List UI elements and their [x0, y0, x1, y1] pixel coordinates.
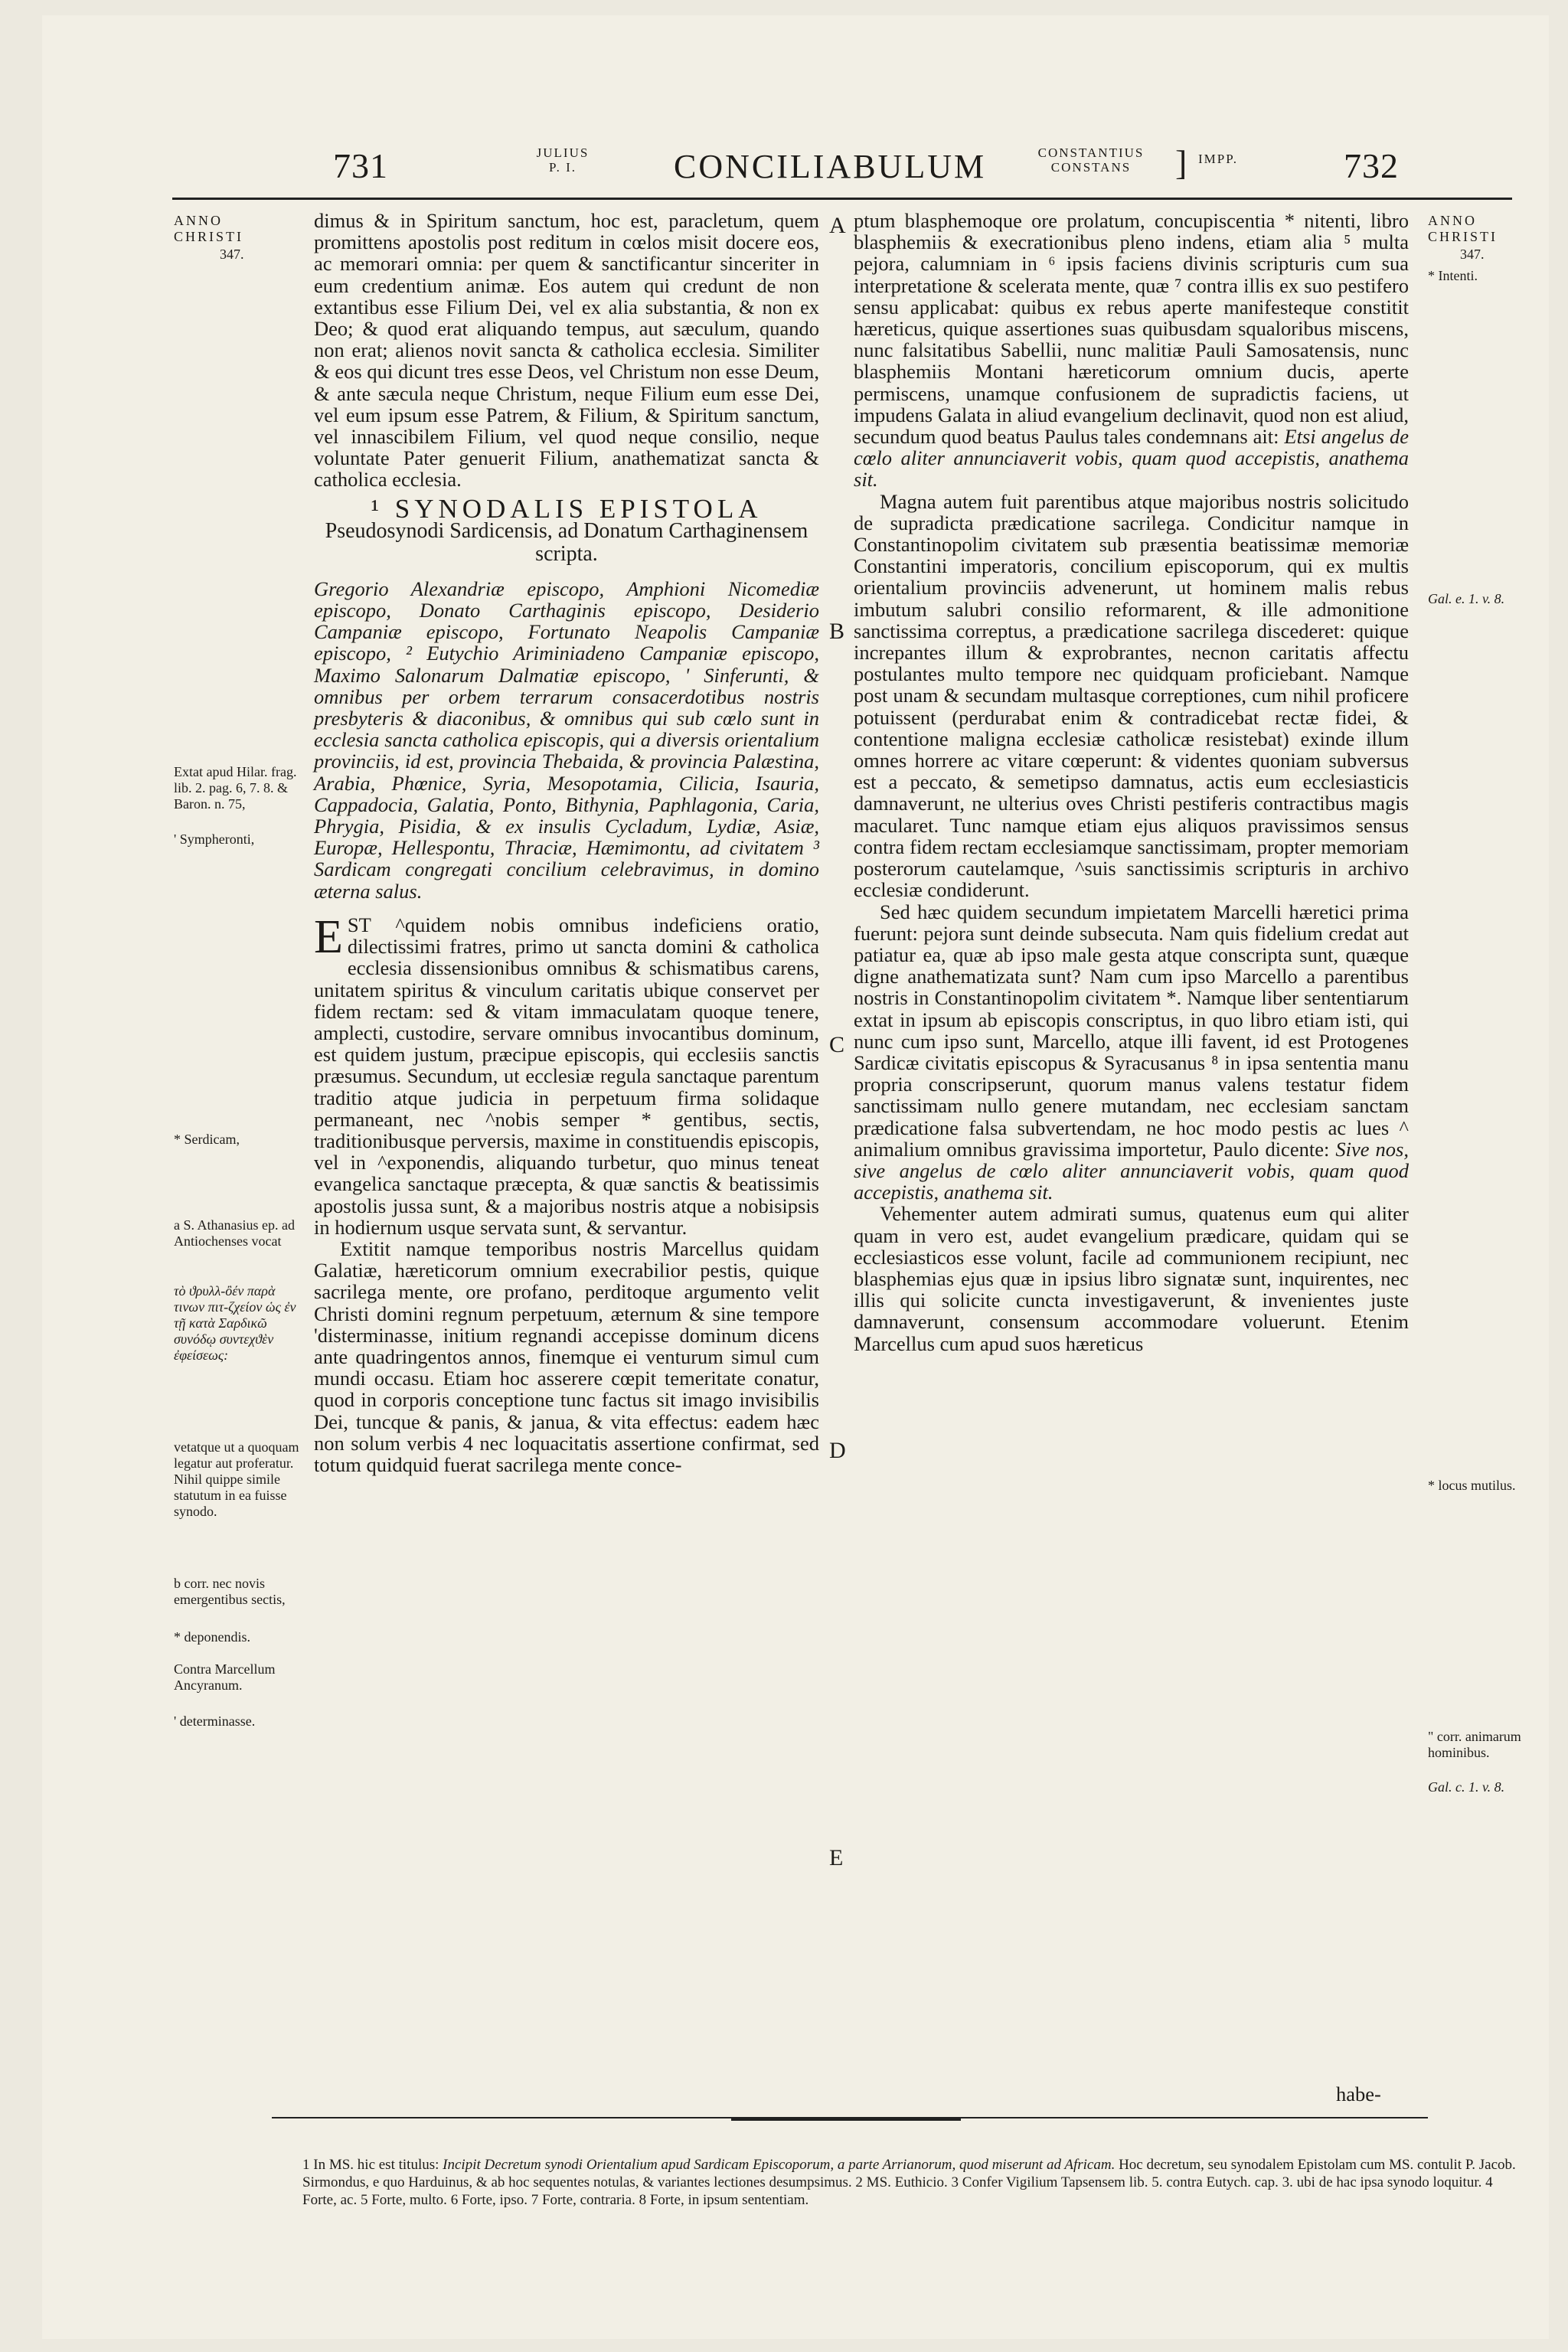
marginal-note-animarum: " corr. animarum hominibus. — [1428, 1729, 1521, 1760]
right-paragraph-1: ptum blasphemoque ore prolatum, concupiscentia * nitenti, libro blasphemiis & execrationibus pleno indens, etiam alia ⁵ multa pejora, calumniam in ⁶ ipsis faciens divinis scripturis cum sua interpretatione & scelerata mente, quæ ⁷ contra illis ex suo pestifero sensu applicabat: quibus ex rebus aperte manifesteque constitit hæreticus, quique assertiones suas quibusdam squaloribus miscens, nunc falsitatibus Sabellii, nunc malitiæ Pauli Samosatensis, nunc blasphemiis Montani hæreticorum omnium ducis, aperte permiscens, unamque confusionem de supradictis faciens, ut impudens Galata in aliud evangelium declinavit, quod non est aliud, secundum quod beatus Paulus tales condemnans ait: — [854, 209, 1409, 449]
galatians-quote-1: Etsi angelus de cœlo aliter annunciaverit vobis, quam quod accepistis, anathema sit. — [854, 425, 1409, 492]
marginal-note-novis: b corr. nec novis emergentibus sectis, — [174, 1576, 286, 1607]
footnote-5: 5 Forte, multo. — [360, 2192, 447, 2208]
footnote-1-label: 1 In MS. hic est titulus: — [302, 2157, 439, 2173]
catchword: habe- — [1336, 2082, 1381, 2105]
running-head-left: JULIUS P. I. — [536, 145, 590, 175]
right-paragraph-3: Sed hæc quidem secundum impietatem Marcelli hæretici prima fuerunt: pejora sunt deinde subsecuta. Nam quis fidelium credat aut patiatur ea, quæ ab ipso male gesta atque conscripta sunt, quæque digne anathematizata sunt? Nam cum ipso Marcello a parentibus nostris in Constantinopolim civitatem *. Namque liber sententiarum extat in ipsum ab episcopis conscriptus, in quo libro etiam isti, qui nunc cum ipso sunt, Marcello, atque illi favent, id est Protogenes Sardicæ civitatis episcopus & Syracusanus ⁸ in ipsa sententia manu propria conscripserunt, quorum manus valens testatur fidem sanctissimam nullo genere mutandam, nec ecclesiam sanctam prædicatione falsa subvertendam, ne hoc modo pestis ac lues ^ animalium omnibus gravissima importetur, Paulo dicente: — [854, 900, 1409, 1161]
anno-christi-left: ANNO CHRISTI — [174, 213, 244, 244]
right-paragraph-2: Magna autem fuit parentibus atque majoribus nostris solicitudo de supradicta prædicatione sacrilega. Condicitur namque in Constantinopolim civitatem sub præsentia beatissimæ memoriæ Constantini imperatoris, concilium episcoporum, qui ex multis orientalium provinciis advenerunt, ut hominem malis rebus imbutum salubri consilio reformarent, & ille admonitione sanctissima correptus, a prædicatione sacrilega discederet: quique increpantes illum & exprobrantes, necnon caritatis affectu postulantes multo tempore nec quidquam proficiebant. Namque post unam & secundam multasque correptiones, cum nihil proficere potuissent (perdurabat enim & contradicebat rectæ fidei, & contentione maligna ecclesiæ catholicæ resistebat) exinde illum omnes horrere ac vitare cœperunt: & videntes quoniam subversus est a peccato, & semetipso damnatus, actis eum ecclesiasticis damnaverunt, ne ulterius oves Christi pestiferis contractibus magis macularet. Tunc namque etiam ejus aliquos pravissimos sensus contra fidem rectam ecclesiamque sanctissimam, propter memoriam posterorum cautelamque, ^suis sanctissimis scripturis in archivo ecclesiæ condiderunt. — [854, 489, 1409, 902]
section-letter-b: B — [829, 619, 845, 644]
section-letter-a: A — [829, 213, 846, 238]
anno-christi-right: ANNO CHRISTI — [1428, 213, 1498, 244]
marginal-note-galatians-2: Gal. c. 1. v. 8. — [1428, 1779, 1505, 1795]
marginal-note-marcellum: Contra Marcellum Ancyranum. — [174, 1661, 276, 1693]
epistle-paragraph-2: Extitit namque temporibus nostris Marcellus quidam Galatiæ, hæreticorum omnium execrabilior pestis, quique sacrilega mente, ore profano, perditoque argumento velit Christi domini regnum perpetuum, æternum & sine tempore 'disterminasse, initium regnandi accepisse dominum dicens ante quadringentos annos, finemque ei venturum simul cum mundi occasu. Etiam hoc asserere cœpit temeritate conatur, quod in corporis conceptione tunc factus sit imago invisibilis Dei, tuncque & panis, & janua, & vita effectus: eadem hæc non solum verbis 4 nec loquacitatis assertione confirmat, sed totum quidquid fuerat sacrilega mente conce- — [314, 1236, 819, 1476]
section-letter-e: E — [829, 1845, 844, 1870]
marginal-note-serdicam: * Serdicam, — [174, 1132, 240, 1147]
anno-year-right: 347. — [1460, 247, 1485, 262]
epistle-address: Gregorio Alexandriæ episcopo, Amphioni Nicomediæ episcopo, Donato Carthaginis episcopo, Desiderio Campaniæ episcopo, Fortunato Neapolis Campaniæ episcopo, ² Eutychio Ariminiadeno Campaniæ episcopo, Maximo Salonarum Dalmatiæ episcopo, ' Sinferunti, & omnibus per orbem terrarum consacerdotibus nostris presbyteris & diaconibus, & omnibus qui sub cœlo sunt in ecclesia sancta catholica episcopis, qui a diversis orientalium provinciis, id est, provincia Thebaida, & provincia Palæstina, Arabia, Phœnice, Syria, Mesopotamia, Cilicia, Isauria, Cappadocia, Galatia, Ponto, Bithynia, Paphlagonia, Caria, Phrygia, Pisidia, & ex insulis Cycladum, Lydiæ, Asiæ, Europæ, Hellespontu, Thraciæ, Hæmimontu, ad civitatem ³ Sardicam congregati concilium celebravimus, in domino æterna salus. — [314, 577, 819, 903]
footnote-6: 6 Forte, ipso. — [450, 2192, 528, 2208]
page-number-right: 732 — [1344, 146, 1399, 185]
marginal-note-athanasius: a S. Athanasius ep. ad Antiochenses vocat — [174, 1217, 295, 1249]
anno-year-left: 347. — [220, 247, 244, 262]
marginal-note-intenti: * Intenti. — [1428, 268, 1478, 283]
footnote-4: 4 Forte, ac. — [302, 2174, 1493, 2208]
marginal-note-galatians-1: Gal. e. 1. v. 8. — [1428, 591, 1505, 606]
footnotes — [302, 2156, 1527, 2209]
header-bracket: ] — [1175, 143, 1187, 182]
marginal-note-extat: Extat apud Hilar. frag. lib. 2. pag. 6, 7. 8. & Baron. n. 75, — [174, 764, 297, 812]
marginal-note-locus-mutilus: * locus mutilus. — [1428, 1478, 1516, 1493]
synodal-epistle-title: ¹ SYNODALIS EPISTOLA — [371, 493, 763, 524]
footnote-7: 7 Forte, contraria. — [531, 2192, 635, 2208]
footnote-rule-accent — [731, 2117, 961, 2121]
right-column — [854, 210, 1409, 1354]
section-letter-d: D — [829, 1438, 846, 1463]
synodal-epistle-subtitle: Pseudosynodi Sardicensis, ad Donatum Carthaginensem scripta. — [325, 518, 808, 566]
header-rule — [172, 198, 1512, 200]
drop-cap-letter: E — [314, 910, 343, 963]
creed-ending-paragraph: dimus & in Spiritum sanctum, hoc est, paracletum, quem promittens apostolis post reditum in cœlos misit docere eos, ac memorari omnia: per quem & sanctificantur sinceriter in eum credentium animæ. Eos autem qui credunt de non extantibus esse Filium Dei, vel ex alia substantia, & non ex Deo; & quod erat aliquando tempus, aut sæculum, quando non erat; alienos novit sancta & catholica ecclesia. Similiter & eos qui dicunt tres esse Deos, vel Christum non esse Deum, & ante sæcula neque Christum, neque Filium eum esse Dei, vel eum ipsum esse Patrem, & Filium, & Spiritum sanctum, vel innascibilem Filium, vel quod neque consilio, neque voluntate Pater genuerit Filium, anathematizat sancta & catholica ecclesia. — [314, 209, 819, 492]
page-number-left: 731 — [333, 146, 388, 185]
marginal-note-determinasse: ' determinasse. — [174, 1713, 256, 1729]
section-letter-c: C — [829, 1032, 845, 1057]
footnote-1-text: Hoc decretum, seu synodalem Epistolam cum MS. contulit P. Jacob. Sirmondus, e quo Harduinus, & ab hoc sequentes notulas, & variantes lectiones desumpsimus. — [302, 2157, 1516, 2190]
footnote-2: 2 MS. Euthicio. — [855, 2174, 948, 2190]
marginal-note-deponendis: * deponendis. — [174, 1629, 250, 1645]
galatians-quote-2: Sive nos, sive angelus de cœlo aliter annunciaverit vobis, quam quod accepistis, anathema sit. — [854, 1137, 1409, 1204]
left-column — [314, 210, 819, 1475]
page-title: CONCILIABULUM — [674, 148, 987, 185]
book-page — [42, 15, 1549, 2339]
epistle-paragraph-1: ST ^quidem nobis omnibus indeficiens oratio, dilectissimi fratres, primo ut sancta domini & catholica ecclesia dissensionibus omnibus & schismatibus carens, unitatem spiritus & vinculum caritatis ubique conservet per fidem rectam: sed & vitam immaculatam quoque tenere, amplecti, custodire, servare omnibus invocantibus dominum, est quidem justum, præcipue episcopis, qui ecclesiis sanctis præsumus. Secundum, ut ecclesiæ regula sanctaque parentum traditio atque judicia in perpetuum firma solidaque permaneant, nec ^nobis semper * gentibus, sectis, traditionibusque perversis, maxime in constituendis episcopis, vel in ^exponendis, aliquando turbetur, quo minus teneat evangelica sanctaque præcepta, & quæ sanctis & beatissimis apostolis jussa sunt, & a majoribus nostris atque a nobisipsis in hodiernum usque servata sunt, & servantur. — [314, 913, 819, 1239]
marginal-note-greek: τὸ ϑρυλλ-ὂέν παρὰ τινων πιτ-ζχείον ὡς ἐν τῇ κατὰ Σαρδικῶ συνόδῳ συντεχϑὲν ἐφείσεως: — [174, 1283, 296, 1363]
marginal-note-vetatque: vetatque ut a quoquam legatur aut proferatur. Nihil quippe simile statutum in ea fuisse synodo. — [174, 1439, 299, 1519]
footnote-8: 8 Forte, in ipsum sententiam. — [639, 2192, 809, 2208]
right-paragraph-4: Vehementer autem admirati sumus, quatenus eum qui aliter quam in vero est, audet evangelium prædicare, quidam qui se ecclesiasticos esse volunt, facile ad communionem recipiunt, nec blasphemias ejus quæ in ipsius libro signatæ sunt, inquirentes, nec illis qui solicite cuncta investigaverunt, & invenientes juste damnaverunt, consensum accommodare voluerunt. Etenim Marcellus cum apud suos hæreticus — [854, 1202, 1409, 1355]
footnote-3: 3 Confer Vigilium Tapsensem lib. 5. contra Eutych. cap. 3. ubi de hac ipsa synodo loquitur. — [951, 2174, 1482, 2190]
running-head-right: CONSTANTIUS CONSTANS — [1037, 145, 1145, 175]
marginal-note-sympheronti: ' Sympheronti, — [174, 831, 255, 847]
footnote-1-title: Incipit Decretum synodi Orientalium apud Sardicam Episcoporum, a parte Arrianorum, quod miserunt ad Africam. — [443, 2157, 1116, 2173]
running-head-tag: IMPP. — [1198, 152, 1239, 166]
